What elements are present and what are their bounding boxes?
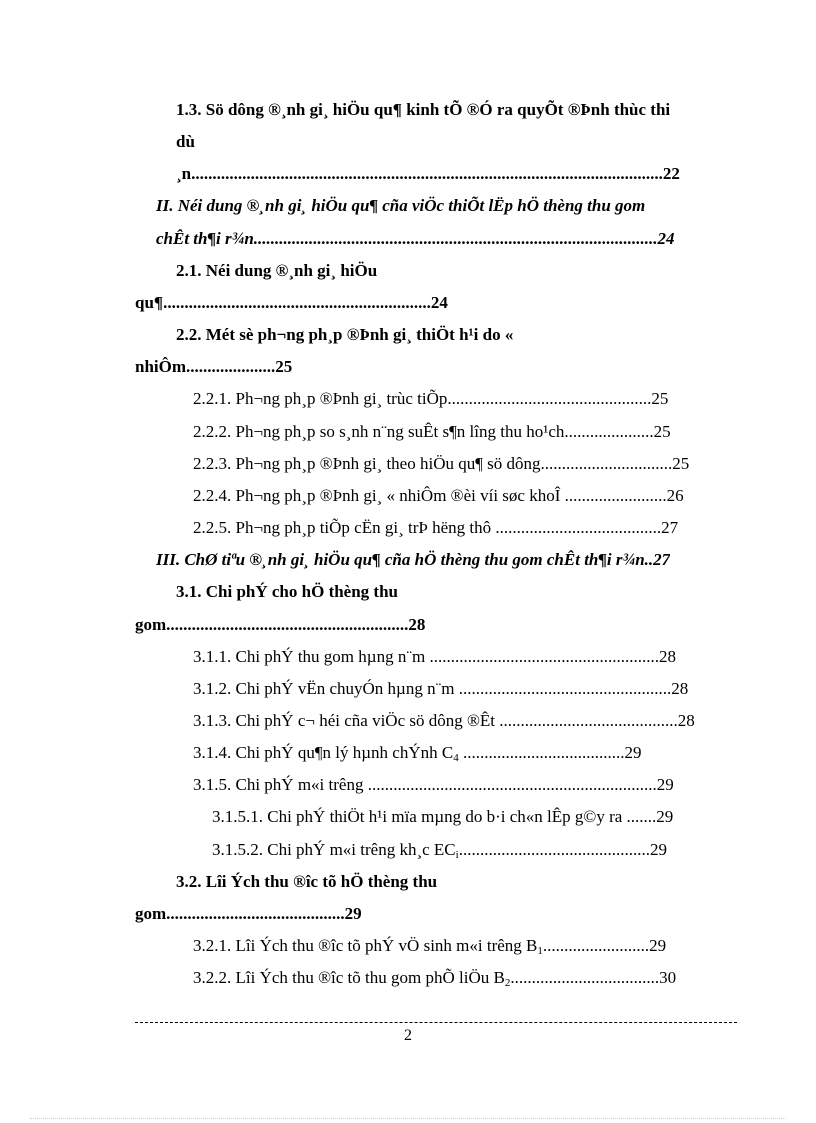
toc-entry-3-2-1: [193, 935, 666, 962]
toc-entry-3-1-3: 3.1.3. Chi phÝ c¬ héi cña viÖc sö dông ®Êt ..........................................28: [193, 711, 695, 730]
toc-entry-3-2-1-leader: .........................29: [542, 936, 667, 955]
toc-entry-3-1-1: 3.1.1. Chi phÝ thu gom hµng n¨m ......................................................28: [193, 647, 676, 666]
toc-entry-3-1-4-text: 3.1.4. Chi phÝ qu¶n lý hµnh chÝnh C: [193, 743, 454, 762]
toc-entry-2-2-5: 2.2.5. Ph¬ng ph¸p tiÕp cËn gi¸ trÞ hëng thô .......................................27: [193, 518, 679, 537]
toc-entry-2-2-line2: nhiÔm.....................25: [135, 357, 293, 376]
toc-entry-2-2-3: 2.2.3. Ph¬ng ph¸p ®Þnh gi¸ theo hiÖu qu¶ sö dông...............................25: [193, 454, 690, 473]
page-number: 2: [404, 1027, 412, 1044]
page-bottom-border: [30, 1118, 786, 1119]
toc-entry-3-1-5-2: [212, 839, 667, 866]
toc-entry-3-1-line2: gom.........................................................28: [135, 615, 426, 634]
toc-entry-1-3-line1: 1.3. Sö dông ®¸nh gi¸ hiÖu qu¶ kinh tÕ ®Ó ra quyÕt ®Þnh thùc thi: [176, 100, 671, 119]
toc-entry-3-2-2-text: 3.2.2. Lîi Ých thu ®îc tõ thu gom phÕ liÖu B: [193, 968, 505, 987]
toc-entry-2-2-1: 2.2.1. Ph¬ng ph¸p ®Þnh gi¸ trùc tiÕp................................................25: [193, 389, 669, 408]
toc-entry-2-2-line1: 2.2. Mét sè ph¬ng ph¸p ®Þnh gi¸ thiÖt h¹i do «: [176, 325, 514, 344]
toc-entry-3-2-2-leader: ...................................30: [510, 968, 677, 987]
toc-entry-1-3-line3: ¸n...............................................................................................................22: [176, 164, 680, 183]
toc-entry-3-1-5: 3.1.5. Chi phÝ m«i trêng ....................................................................29: [193, 775, 674, 794]
toc-entry-2-2-4: 2.2.4. Ph¬ng ph¸p ®Þnh gi¸ « nhiÔm ®èi víi søc khoÎ ........................26: [193, 486, 684, 505]
toc-entry-3-1-5-2-leader: .............................................29: [458, 840, 667, 859]
toc-entry-3-1-line1: 3.1. Chi phÝ cho hÖ thèng thu: [176, 582, 399, 601]
toc-section-II-line1: II. Néi dung ®¸nh gi¸ hiÖu qu¶ cña viÖc thiÕt lËp hÖ thèng thu gom: [156, 196, 646, 215]
toc-entry-3-1-4: [193, 742, 641, 769]
toc-entry-3-2-1-subscript: 1: [537, 945, 543, 957]
toc-section-II-line2: chÊt th¶i r¾n...............................................................................................24: [156, 229, 675, 248]
toc-entry-3-1-5-1: 3.1.5.1. Chi phÝ thiÖt h¹i mïa mµng do b·i ch«n lÊp g©y ra .......29: [212, 807, 674, 826]
toc-section-III: III. ChØ tiªu ®¸nh gi¸ hiÖu qu¶ cña hÖ thèng thu gom chÊt th¶i r¾n..27: [156, 550, 671, 569]
toc-entry-2-1-line1: 2.1. Néi dung ®¸nh gi¸ hiÖu: [176, 261, 378, 280]
toc-entry-3-1-2: 3.1.2. Chi phÝ vËn chuyÓn hµng n¨m ..................................................28: [193, 679, 689, 698]
toc-entry-2-1-line2: qu¶...............................................................24: [135, 293, 448, 312]
toc-entry-3-2-line1: 3.2. Lîi Ých thu ®îc tõ hÖ thèng thu: [176, 872, 438, 891]
toc-entry-3-2-2-subscript: 2: [504, 977, 511, 989]
toc-entry-2-2-2: 2.2.2. Ph¬ng ph¸p so s¸nh n¨ng suÊt s¶n lîng thu ho¹ch.....................25: [193, 422, 671, 441]
toc-entry-3-1-5-2-subscript: i: [455, 849, 459, 861]
toc-entry-3-1-5-2-text: 3.1.5.2. Chi phÝ m«i trêng kh¸c EC: [212, 840, 456, 859]
footer-divider: [135, 1022, 737, 1023]
toc-entry-3-2-2: [193, 967, 676, 994]
toc-entry-1-3-line2: dù: [176, 132, 195, 151]
toc-entry-3-1-4-leader: ......................................29: [458, 743, 642, 762]
toc-entry-3-2-1-text: 3.2.1. Lîi Ých thu ®îc tõ phÝ vÖ sinh m«i trêng B: [193, 936, 538, 955]
toc-entry-3-2-line2: gom..........................................29: [135, 904, 362, 923]
toc-entry-3-1-4-subscript: 4: [453, 752, 459, 764]
